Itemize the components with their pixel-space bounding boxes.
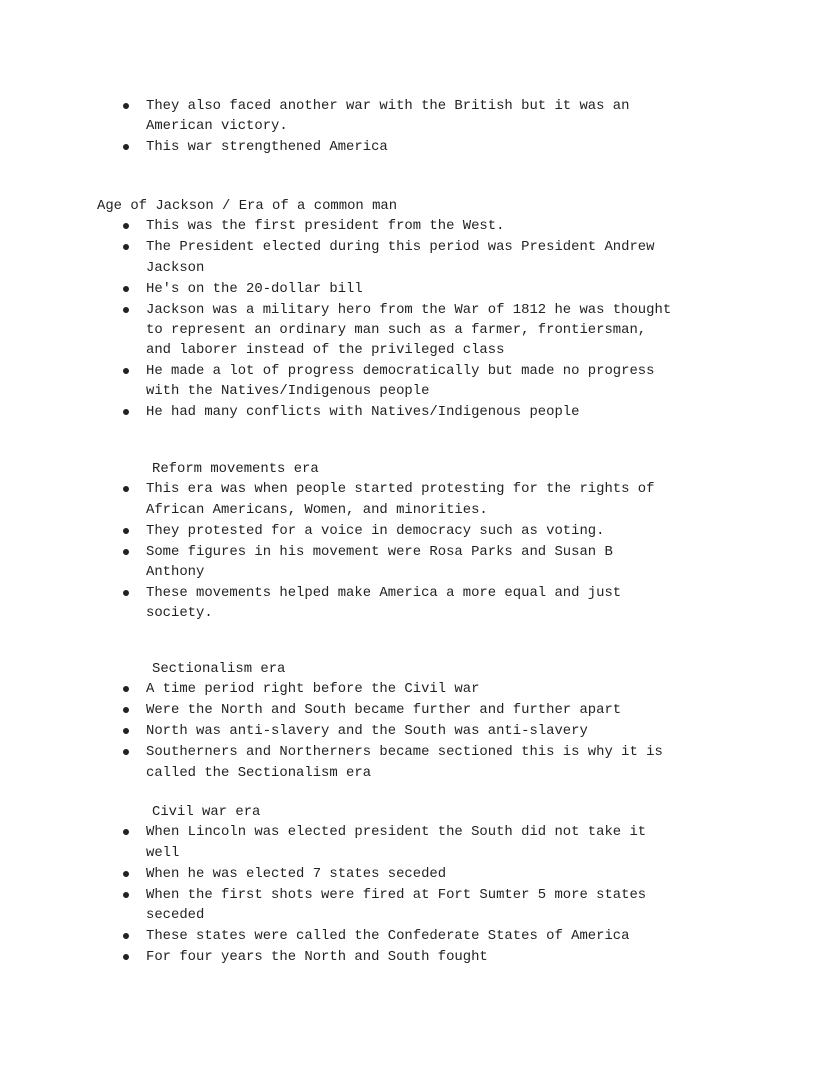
bullet-dot <box>123 728 129 734</box>
section-heading: Civil war era <box>152 804 261 820</box>
list-item: They protested for a voice in democracy such as voting. <box>0 521 726 541</box>
list-item: Southerners and Northerners became sectioned this is why it is called the Sectionalism era <box>0 742 726 783</box>
bullet-dot <box>123 244 129 250</box>
section-heading: Reform movements era <box>152 461 319 477</box>
bullet-dot <box>123 892 129 898</box>
section-civil-war <box>0 802 828 968</box>
bullet-dot <box>123 686 129 692</box>
bullet-dot <box>123 707 129 713</box>
bullet-dot <box>123 871 129 877</box>
bullet-dot <box>123 409 129 415</box>
bullet-list <box>0 479 828 623</box>
list-item: For four years the North and South fought <box>0 947 726 967</box>
bullet-dot <box>123 144 129 150</box>
list-item: When Lincoln was elected president the South did not take it well <box>0 822 726 863</box>
bullet-list <box>0 216 828 422</box>
list-item: They also faced another war with the British but it was an American victory. <box>0 96 726 137</box>
bullet-list <box>0 96 828 158</box>
list-item: Were the North and South became further and further apart <box>0 700 726 720</box>
list-item: He had many conflicts with Natives/Indigenous people <box>0 402 726 422</box>
list-item: He made a lot of progress democratically but made no progress with the Natives/Indigenous people <box>0 361 726 402</box>
section-heading: Sectionalism era <box>152 661 286 677</box>
bullet-dot <box>123 933 129 939</box>
bullet-dot <box>123 829 129 835</box>
list-item: This was the first president from the West. <box>0 216 726 236</box>
list-item: The President elected during this period was President Andrew Jackson <box>0 237 726 278</box>
list-item: This era was when people started protesting for the rights of African Americans, Women, and minorities. <box>0 479 726 520</box>
bullet-dot <box>123 486 129 492</box>
bullet-dot <box>123 286 129 292</box>
list-item: This war strengthened America <box>0 137 726 157</box>
list-item: When the first shots were fired at Fort Sumter 5 more states seceded <box>0 885 726 926</box>
section-heading: Age of Jackson / Era of a common man <box>97 198 398 214</box>
list-item: North was anti-slavery and the South was anti-slavery <box>0 721 726 741</box>
list-item: When he was elected 7 states seceded <box>0 864 726 884</box>
bullet-dot <box>123 103 129 109</box>
bullet-list <box>0 822 828 967</box>
bullet-dot <box>123 954 129 960</box>
bullet-dot <box>123 749 129 755</box>
bullet-dot <box>123 223 129 229</box>
list-item: These states were called the Confederate States of America <box>0 926 726 946</box>
list-item: He's on the 20-dollar bill <box>0 279 726 299</box>
bullet-dot <box>123 549 129 555</box>
bullet-dot <box>123 368 129 374</box>
list-item: These movements helped make America a more equal and just society. <box>0 583 726 624</box>
section-reform-movements <box>0 459 828 624</box>
bullet-list <box>0 679 828 783</box>
section-war-of-1812 <box>0 96 828 158</box>
section-sectionalism <box>0 659 828 784</box>
bullet-dot <box>123 590 129 596</box>
section-age-of-jackson <box>0 196 828 423</box>
list-item: Jackson was a military hero from the War of 1812 he was thought to represent an ordinary man such as a farmer, frontiersman, and laborer instead of the privileged class <box>0 300 726 361</box>
list-item: Some figures in his movement were Rosa Parks and Susan B Anthony <box>0 542 726 583</box>
list-item: A time period right before the Civil war <box>0 679 726 699</box>
bullet-dot <box>123 528 129 534</box>
bullet-dot <box>123 307 129 313</box>
